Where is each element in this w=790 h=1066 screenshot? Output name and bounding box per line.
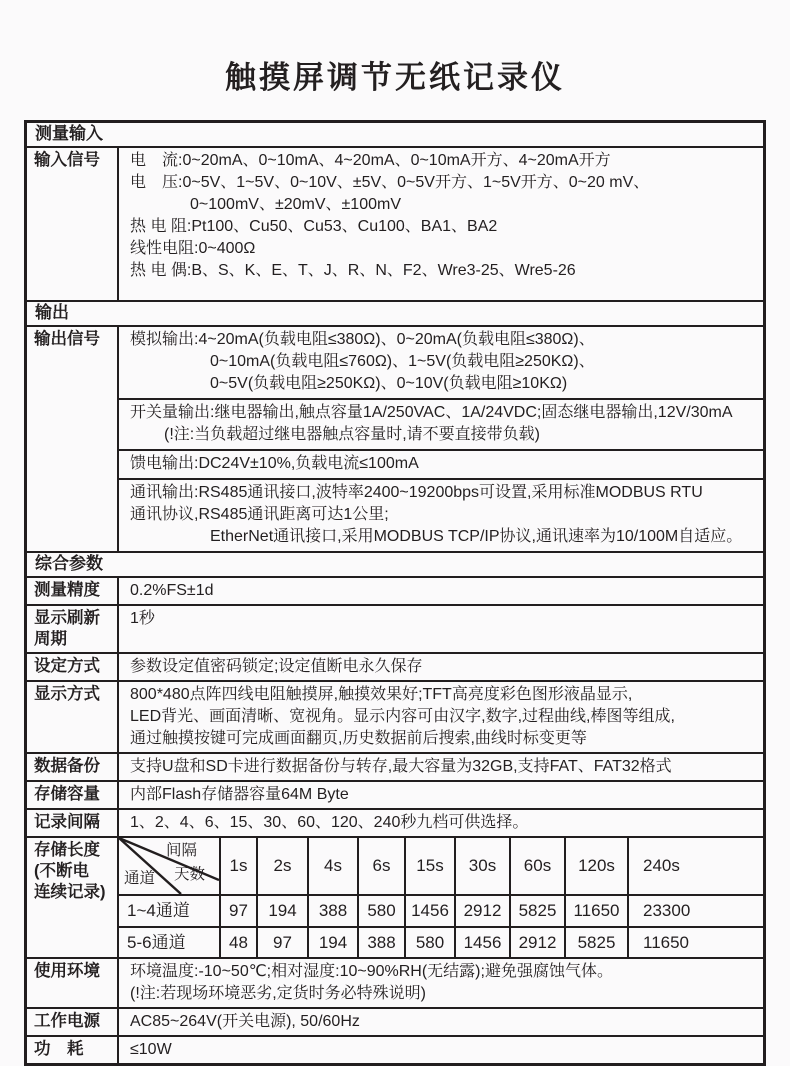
- row-value: 0.2%FS±1d: [130, 582, 214, 599]
- page-title: 触摸屏调节无纸记录仪: [225, 60, 565, 95]
- corner-label-interval: 间隔: [165, 842, 197, 859]
- row-label: 使用环境: [27, 959, 119, 1007]
- row-value: [119, 682, 763, 752]
- relay-note-line: (!注:当负载超过继电器触点容量时,请不要直接带负载): [164, 426, 540, 443]
- row-refresh-period: [27, 604, 763, 652]
- row-output-signal: [27, 325, 763, 551]
- section-general-params: [27, 551, 763, 576]
- storage-interval-header: 240s: [627, 838, 763, 894]
- display-line: 通过触摸按键可完成画面翻页,历史数据前后搜索,曲线时标变更等: [130, 730, 587, 747]
- storage-day-cell: 388: [307, 894, 357, 926]
- refresh-label-line: 显示刷新: [34, 609, 100, 627]
- storage-interval-header: 1s: [219, 838, 256, 894]
- input-line-current: 电 流:0~20mA、0~10mA、4~20mA、0~10mA开方、4~20mA开方: [130, 152, 611, 169]
- input-line-voltage-cont: 0~100mV、±20mV、±100mV: [190, 196, 401, 213]
- storage-day-cell: 194: [256, 894, 307, 926]
- storage-day-cell: 5825: [509, 894, 564, 926]
- storage-day-cell: 388: [357, 926, 404, 957]
- comm-line: 通讯协议,RS485通讯距离可达1公里;: [130, 506, 389, 523]
- input-line-linear-resistance: 线性电阻:0~400Ω: [130, 240, 256, 257]
- row-value: 支持U盘和SD卡进行数据备份与转存,最大容量为32GB,支持FAT、FAT32格式: [130, 758, 672, 775]
- storage-interval-header: 30s: [454, 838, 509, 894]
- input-line-rtd: 热 电 阻:Pt100、Cu50、Cu53、Cu100、BA1、BA2: [130, 218, 498, 235]
- row-setting-mode: [27, 652, 763, 680]
- row-value: ≤10W: [130, 1041, 172, 1058]
- section-header: 综合参数: [35, 554, 103, 573]
- row-value: [119, 327, 763, 551]
- row-label: [27, 606, 119, 652]
- relay-line: 开关量输出:继电器输出,触点容量1A/250VAC、1A/24VDC;固态继电器输出,12V/30mA: [130, 404, 733, 421]
- row-record-interval: [27, 808, 763, 836]
- storage-day-cell: 2912: [454, 894, 509, 926]
- display-line: 800*480点阵四线电阻触摸屏,触摸效果好;TFT高亮度彩色图形液晶显示,: [130, 686, 633, 703]
- storage-corner-cell: [119, 838, 219, 894]
- section-output: [27, 300, 763, 325]
- row-label: 数据备份: [27, 754, 119, 780]
- row-label: 输入信号: [27, 148, 119, 300]
- spec-table: [24, 120, 766, 1066]
- row-storage-length: [27, 836, 763, 957]
- section-header: 测量输入: [35, 124, 103, 143]
- storage-label-line: 存储长度: [34, 841, 100, 859]
- storage-day-cell: 5825: [564, 926, 627, 957]
- section-measure-input: [27, 123, 763, 146]
- subrow-relay-output: [119, 398, 763, 449]
- storage-day-cell: 23300: [627, 894, 763, 926]
- row-value: [119, 959, 763, 1007]
- refresh-label-line: 周期: [34, 630, 67, 648]
- subrow-comm-output: [119, 478, 763, 551]
- storage-label-line: (不断电: [34, 862, 89, 880]
- subrow-feed-output: [119, 449, 763, 478]
- storage-interval-header: 6s: [357, 838, 404, 894]
- row-value: 1秒: [130, 610, 155, 627]
- corner-label-days: 天数: [173, 866, 205, 883]
- row-label: 输出信号: [27, 327, 119, 551]
- storage-interval-header: 60s: [509, 838, 564, 894]
- storage-day-cell: 580: [357, 894, 404, 926]
- row-value: [119, 838, 763, 957]
- storage-days-table: [119, 838, 763, 957]
- row-label: 功 耗: [27, 1037, 119, 1063]
- row-storage-capacity: [27, 780, 763, 808]
- input-line-thermocouple: 热 电 偶:B、S、K、E、T、J、R、N、F2、Wre3-25、Wre5-26: [130, 262, 576, 279]
- row-input-signal: [27, 146, 763, 300]
- storage-day-cell: 580: [404, 926, 454, 957]
- storage-channel-header: 1~4通道: [119, 894, 219, 926]
- row-label: 设定方式: [27, 654, 119, 680]
- row-power-consumption: [27, 1035, 763, 1063]
- storage-interval-header: 15s: [404, 838, 454, 894]
- storage-day-cell: 11650: [564, 894, 627, 926]
- feed-line: 馈电输出:DC24V±10%,负载电流≤100mA: [130, 455, 419, 472]
- row-label: [27, 838, 119, 957]
- comm-line-ethernet: EtherNet通讯接口,采用MODBUS TCP/IP协议,通讯速率为10/100M自适应。: [210, 528, 743, 545]
- row-environment: [27, 957, 763, 1007]
- storage-interval-header: 2s: [256, 838, 307, 894]
- row-label: 测量精度: [27, 578, 119, 604]
- storage-day-cell: 1456: [454, 926, 509, 957]
- analog-line: 0~5V(负载电阻≥250KΩ)、0~10V(负载电阻≥10KΩ): [210, 375, 568, 392]
- row-value: [119, 148, 763, 300]
- storage-interval-header: 120s: [564, 838, 627, 894]
- row-display-mode: [27, 680, 763, 752]
- storage-channel-header: 5-6通道: [119, 926, 219, 957]
- storage-day-cell: 11650: [627, 926, 763, 957]
- row-label: 存储容量: [27, 782, 119, 808]
- display-line: LED背光、画面清晰、宽视角。显示内容可由汉字,数字,过程曲线,棒图等组成,: [130, 708, 675, 725]
- storage-day-cell: 1456: [404, 894, 454, 926]
- row-label: 工作电源: [27, 1009, 119, 1035]
- storage-day-cell: 48: [219, 926, 256, 957]
- storage-interval-header: 4s: [307, 838, 357, 894]
- environment-note-line: (!注:若现场环境恶劣,定货时务必特殊说明): [130, 985, 426, 1002]
- row-value: AC85~264V(开关电源), 50/60Hz: [130, 1013, 360, 1030]
- storage-day-cell: 97: [256, 926, 307, 957]
- analog-line: 0~10mA(负载电阻≤760Ω)、1~5V(负载电阻≥250KΩ)、: [210, 353, 595, 370]
- subrow-analog-output: [119, 327, 763, 398]
- row-data-backup: [27, 752, 763, 780]
- comm-line: 通讯输出:RS485通讯接口,波特率2400~19200bps可设置,采用标准MODBUS RTU: [130, 484, 703, 501]
- row-value: 1、2、4、6、15、30、60、120、240秒九档可供选择。: [130, 814, 529, 831]
- row-value: 内部Flash存储器容量64M Byte: [130, 786, 349, 803]
- storage-day-cell: 2912: [509, 926, 564, 957]
- row-label: 记录间隔: [27, 810, 119, 836]
- section-header: 输出: [35, 303, 69, 322]
- storage-label-line: 连续记录): [34, 883, 106, 901]
- corner-label-channel: 通道: [124, 870, 156, 887]
- row-power-supply: [27, 1007, 763, 1035]
- input-line-voltage: 电 压:0~5V、1~5V、0~10V、±5V、0~5V开方、1~5V开方、0~20 mV、: [130, 174, 650, 191]
- analog-line: 模拟输出:4~20mA(负载电阻≤380Ω)、0~20mA(负载电阻≤380Ω)、: [130, 331, 595, 348]
- row-label: 显示方式: [27, 682, 119, 752]
- environment-line: 环境温度:-10~50℃;相对湿度:10~90%RH(无结露);避免强腐蚀气体。: [130, 963, 613, 980]
- row-accuracy: [27, 576, 763, 604]
- storage-day-cell: 97: [219, 894, 256, 926]
- row-value: 参数设定值密码锁定;设定值断电永久保存: [130, 658, 423, 675]
- storage-day-cell: 194: [307, 926, 357, 957]
